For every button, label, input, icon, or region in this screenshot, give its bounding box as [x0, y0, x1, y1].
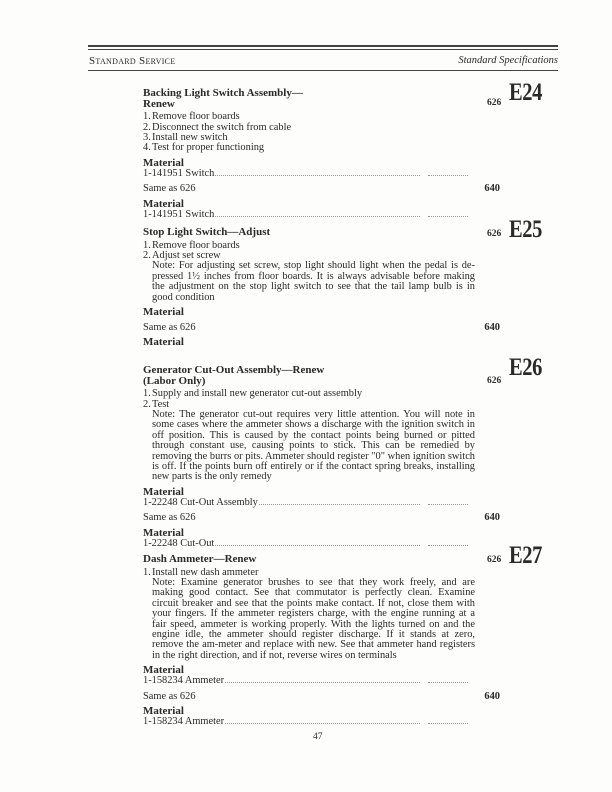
- step-number: 1.: [143, 111, 151, 123]
- material-part: 1-158234 Ammeter: [143, 675, 225, 687]
- step-text: Supply and install new generator cut-out assembly: [152, 388, 363, 400]
- material-part: 1-158234 Ammeter: [143, 716, 225, 728]
- same-as-row: [143, 184, 500, 194]
- note-text: Note: For adjusting set screw, stop light should light when the pedal is de-pressed 1½ inches from floor boards. It is always advisable before making the adjustment on the stop light switch to see that the tail lamp bulb is in good condition: [152, 260, 475, 303]
- dot-leader: [428, 682, 468, 683]
- operation-title: Renew: [143, 97, 175, 110]
- note-text: Note: Examine generator brushes to see that they work freely, and are making good contact. See that commutator is perfectly clean. Examine circuit breaker and see that the points make contact. If not, close them with your fingers. If the ammeter registers charge, with the engine running at a fair speed, ammeter is working properly. With the lights turned on and the engine idle, the ammeter should register discharge. If it stands at zero, remove the am-meter and replace with new. See that ammeter hand registers in the right direction, and if not, reverse wires on terminals: [152, 577, 475, 661]
- operation-section: [143, 87, 500, 220]
- same-as-text: Same as 626: [143, 512, 196, 524]
- step-text: Remove floor boards: [152, 111, 240, 123]
- dot-leader: [428, 175, 468, 176]
- material-part: 1-22248 Cut-Out: [143, 537, 215, 549]
- dot-leader: [225, 682, 420, 683]
- step-number: 3.: [143, 132, 151, 143]
- step-number: 2.: [143, 398, 151, 410]
- operation-number: 640: [484, 512, 500, 524]
- step-list: [143, 389, 475, 410]
- operation-section: [143, 226, 500, 349]
- material-part: 1-141951 Switch: [143, 167, 215, 179]
- operation-number: 626: [487, 555, 502, 565]
- dot-leader: [428, 545, 468, 546]
- material-part: 1-141951 Switch: [143, 208, 215, 220]
- step-item: [143, 389, 475, 399]
- material-heading: Material: [143, 485, 184, 498]
- note-text: Note: The generator cut-out requires very little attention. You will note in some cases where the ammeter shows a discharge with the ignition switch in off position. This is caused by the contact points being burned or pitted through constant use, causing points to stick. This can be remedied by removing the burrs or pits. Ammeter should register "0" when ignition switch is off. If the points burn off entirely or if the contact spring breaks, installing new parts is the only remedy: [152, 409, 475, 483]
- operation-number: 640: [484, 183, 500, 195]
- dot-leader: [428, 723, 468, 724]
- same-as-row: [143, 692, 500, 702]
- step-text: Remove floor boards: [152, 239, 240, 251]
- step-text: Adjust set screw: [152, 250, 221, 261]
- material-line: [143, 717, 468, 727]
- operation-title: (Labor Only): [143, 374, 206, 387]
- step-text: Disconnect the switch from cable: [152, 121, 292, 133]
- material-heading: Material: [143, 664, 184, 677]
- dot-leader: [215, 175, 420, 176]
- step-number: 1.: [143, 388, 151, 400]
- section-code: E24: [509, 79, 542, 106]
- operation-title: Stop Light Switch—Adjust: [143, 226, 271, 238]
- operation-section: [143, 553, 500, 728]
- same-as-text: Same as 626: [143, 183, 196, 195]
- dot-leader: [225, 723, 420, 724]
- step-number: 4.: [143, 142, 151, 154]
- material-line: [143, 498, 468, 508]
- operation-title: Dash Ammeter—Renew: [143, 553, 257, 565]
- material-line: [143, 676, 468, 686]
- operation-number: 626: [487, 229, 502, 239]
- material-heading: Material: [143, 526, 184, 539]
- same-as-text: Same as 626: [143, 690, 196, 702]
- step-text: Test for proper functioning: [152, 142, 265, 154]
- dot-leader: [259, 504, 420, 505]
- running-header-left: Standard Service: [89, 55, 176, 67]
- dot-leader: [428, 216, 468, 217]
- operation-number: 626: [487, 376, 502, 386]
- material-heading: Material: [143, 156, 184, 169]
- header-rule-top-thin: [88, 49, 558, 50]
- dot-leader: [215, 216, 420, 217]
- material-heading: Material: [143, 197, 184, 210]
- operation-section: [143, 364, 500, 549]
- same-as-text: Same as 626: [143, 322, 196, 334]
- material-heading: Material: [143, 336, 184, 349]
- step-text: Install new switch: [152, 132, 228, 143]
- step-number: 1.: [143, 239, 151, 251]
- section-code: E27: [509, 542, 542, 569]
- step-number: 2.: [143, 250, 151, 261]
- operation-title: Generator Cut-Out Assembly—Renew: [143, 364, 325, 376]
- step-text: Test: [152, 398, 170, 410]
- step-number: 1.: [143, 566, 151, 578]
- section-code: E26: [509, 354, 542, 381]
- operation-number: 640: [484, 322, 500, 334]
- step-number: 2.: [143, 121, 151, 133]
- material-line: [143, 210, 468, 220]
- material-part: 1-22248 Cut-Out Assembly: [143, 496, 258, 508]
- material-line: [143, 539, 468, 549]
- operation-number: 626: [487, 98, 502, 108]
- same-as-row: [143, 323, 500, 333]
- step-list: [143, 241, 475, 262]
- step-item: [143, 143, 475, 153]
- same-as-row: [143, 513, 500, 523]
- material-heading: Material: [143, 705, 184, 718]
- header-rule-bottom: [88, 70, 558, 71]
- page-number: 47: [313, 732, 323, 742]
- dot-leader: [428, 504, 468, 505]
- step-list: [143, 112, 475, 154]
- dot-leader: [215, 545, 420, 546]
- material-heading: Material: [143, 306, 184, 319]
- material-line: [143, 169, 468, 179]
- running-header-right: Standard Specifications: [458, 55, 558, 66]
- step-text: Install new dash ammeter: [152, 566, 259, 578]
- operation-title: Backing Light Switch Assembly—: [143, 87, 303, 99]
- operation-number: 640: [484, 690, 500, 702]
- section-code: E25: [509, 216, 542, 243]
- header-rule-top: [88, 45, 558, 47]
